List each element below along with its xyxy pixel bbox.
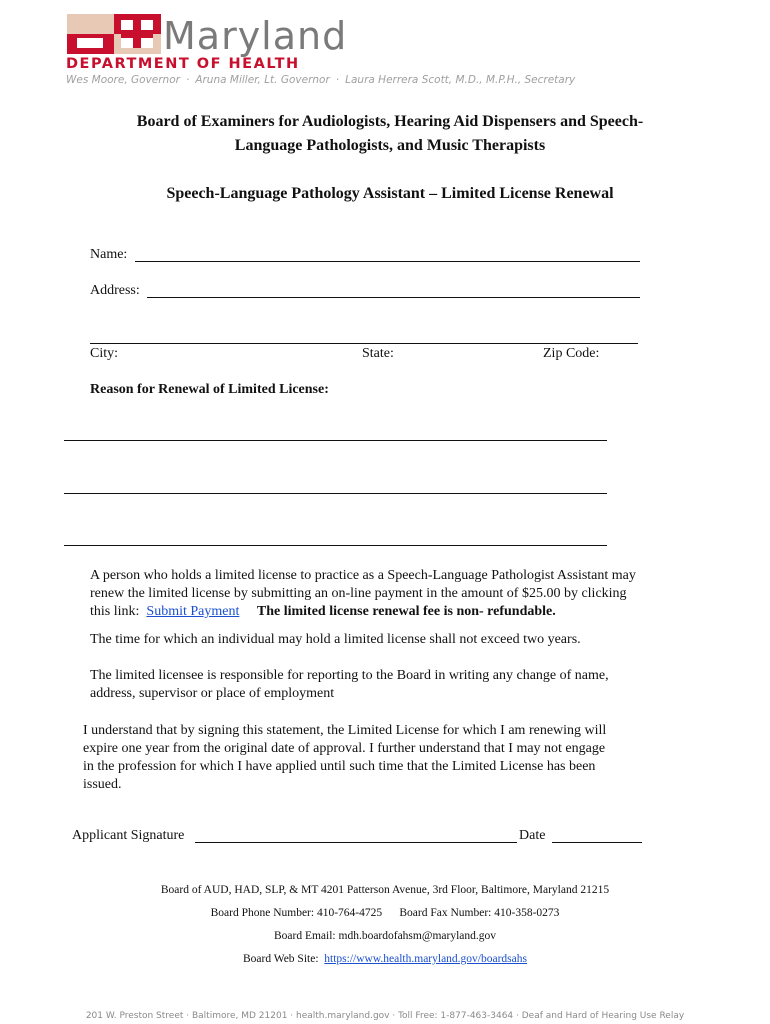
reporting-paragraph bbox=[90, 667, 700, 703]
renewal-paragraph bbox=[90, 567, 700, 621]
zip-label: Zip Code: bbox=[543, 346, 600, 361]
reason-line-1[interactable] bbox=[64, 440, 607, 441]
understanding-line-3: in the profession for which I have applied until such time that the Limited License has been bbox=[83, 759, 596, 774]
board-address: Board of AUD, HAD, SLP, & MT 4201 Patterson Avenue, 3rd Floor, Baltimore, Maryland 21215 bbox=[160, 884, 610, 896]
reporting-line-2: address, supervisor or place of employment bbox=[90, 686, 335, 701]
board-fax: Board Fax Number: 410-358-0273 bbox=[399, 907, 560, 919]
renewal-line-2: renew the limited license by submitting an on-line payment in the amount of $25.00 by clicking bbox=[90, 586, 627, 601]
understanding-line-2: expire one year from the original date of approval. I further understand that I may not engage bbox=[83, 741, 606, 756]
renewal-line-1: A person who holds a limited license to practice as a Speech-Language Pathologist Assistant may bbox=[90, 568, 636, 583]
official-governor: Wes Moore, Governor bbox=[66, 74, 180, 86]
logo-wordmark: Maryland bbox=[163, 14, 348, 58]
understanding-line-4: issued. bbox=[83, 777, 122, 792]
department-name: DEPARTMENT OF HEALTH bbox=[66, 56, 300, 72]
reason-label: Reason for Renewal of Limited License: bbox=[90, 382, 329, 397]
city-label: City: bbox=[90, 346, 119, 361]
board-phone-fax bbox=[0, 906, 770, 921]
understanding-paragraph bbox=[83, 722, 703, 794]
understanding-line-1: I understand that by signing this statement, the Limited License for which I am renewing will bbox=[83, 723, 607, 738]
reporting-line-1: The limited licensee is responsible for reporting to the Board in writing any change of name, bbox=[90, 668, 609, 683]
form-title: Speech-Language Pathology Assistant – Limited License Renewal bbox=[166, 185, 614, 202]
reason-line-3[interactable] bbox=[64, 545, 607, 546]
fee-note: The limited license renewal fee is non- refundable. bbox=[256, 604, 556, 619]
website-link[interactable]: https://www.health.maryland.gov/boardsahs bbox=[324, 953, 527, 965]
date-line[interactable] bbox=[552, 842, 642, 843]
address-field-line[interactable] bbox=[147, 297, 640, 298]
date-label: Date bbox=[519, 828, 546, 843]
state-label: State: bbox=[362, 346, 394, 361]
official-secretary: Laura Herrera Scott, M.D., M.P.H., Secretary bbox=[345, 74, 576, 86]
board-phone: Board Phone Number: 410-764-4725 bbox=[210, 907, 383, 919]
officials-line: Wes Moore, Governor · Aruna Miller, Lt. Governor · Laura Herrera Scott, M.D., M.P.H., Secretary bbox=[66, 74, 576, 86]
official-lt-governor: Aruna Miller, Lt. Governor bbox=[195, 74, 330, 86]
name-label: Name: bbox=[90, 247, 128, 262]
department-contact-footer: 201 W. Preston Street · Baltimore, MD 21201 · health.maryland.gov · Toll Free: 1-877-463-3464 · Deaf and Hard of Hearing Use Relay bbox=[85, 1011, 685, 1021]
website-label: Board Web Site: bbox=[243, 953, 319, 965]
name-field-line[interactable] bbox=[135, 261, 640, 262]
maryland-flag-logo bbox=[67, 14, 161, 54]
board-email: Board Email: mdh.boardofahsm@maryland.gov bbox=[273, 930, 496, 942]
signature-line[interactable] bbox=[195, 842, 517, 843]
board-title-line1: Board of Examiners for Audiologists, Hearing Aid Dispensers and Speech- bbox=[136, 113, 644, 130]
reason-line-2[interactable] bbox=[64, 493, 607, 494]
submit-payment-link[interactable]: Submit Payment bbox=[146, 604, 240, 619]
applicant-signature-label: Applicant Signature bbox=[72, 828, 185, 843]
address-line-2[interactable] bbox=[90, 343, 638, 344]
link-prefix: this link: bbox=[90, 604, 140, 619]
board-title bbox=[90, 110, 690, 158]
renewal-line-3 bbox=[90, 603, 700, 621]
address-label: Address: bbox=[90, 283, 140, 298]
board-website bbox=[0, 952, 770, 967]
time-limit-paragraph: The time for which an individual may hold a limited license shall not exceed two years. bbox=[90, 632, 581, 647]
board-title-line2: Language Pathologists, and Music Therapists bbox=[234, 137, 546, 154]
